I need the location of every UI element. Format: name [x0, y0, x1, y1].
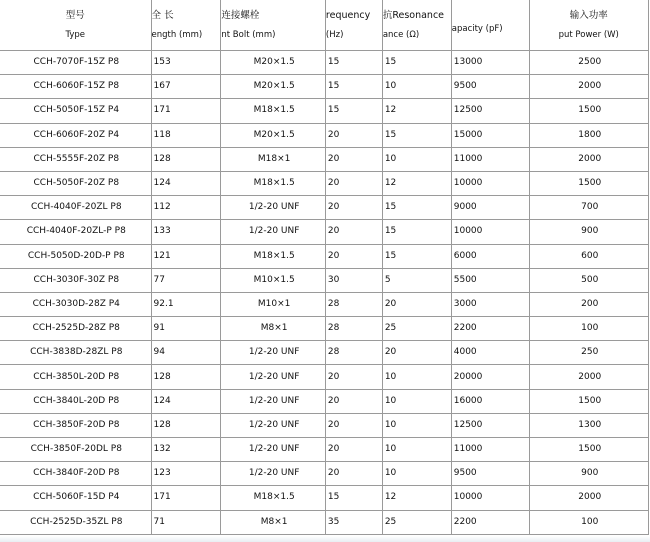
cell-length: 128	[151, 413, 221, 437]
cell-resonance: 20	[382, 341, 451, 365]
cell-resonance: 15	[382, 123, 451, 147]
cell-bolt: M20×1.5	[221, 75, 326, 99]
cell-resonance: 25	[382, 510, 451, 534]
cell-frequency: 20	[325, 220, 382, 244]
cell-length: 167	[151, 75, 221, 99]
header-type	[0, 0, 151, 51]
cell-bolt: 1/2-20 UNF	[221, 413, 326, 437]
cell-capacity: 12500	[451, 99, 529, 123]
cell-bolt: M18×1.5	[221, 244, 326, 268]
cell-type: CCH-3850L-20D P8	[0, 365, 151, 389]
cell-resonance: 15	[382, 244, 451, 268]
cell-resonance: 12	[382, 99, 451, 123]
cell-resonance: 10	[382, 413, 451, 437]
cell-capacity: 4000	[451, 341, 529, 365]
cell-power: 200	[529, 292, 649, 316]
table-row	[0, 123, 649, 147]
table-row	[0, 196, 649, 220]
cell-capacity: 10000	[451, 486, 529, 510]
cell-length: 77	[151, 268, 221, 292]
cell-type: CCH-4040F-20ZL P8	[0, 196, 151, 220]
table-row	[0, 220, 649, 244]
table-row	[0, 292, 649, 316]
cell-power: 1300	[529, 413, 649, 437]
cell-capacity: 2200	[451, 317, 529, 341]
table-row	[0, 51, 649, 75]
cell-bolt: M18×1.5	[221, 171, 326, 195]
cell-bolt: 1/2-20 UNF	[221, 196, 326, 220]
cell-bolt: M18×1	[221, 147, 326, 171]
cell-length: 132	[151, 438, 221, 462]
cell-capacity: 13000	[451, 51, 529, 75]
header-resonance-cn: 抗Resonance	[382, 9, 445, 21]
cell-power: 2000	[529, 147, 649, 171]
cell-capacity: 11000	[451, 147, 529, 171]
cell-capacity: 9000	[451, 196, 529, 220]
cell-resonance: 15	[382, 220, 451, 244]
cell-bolt: M20×1.5	[221, 123, 326, 147]
cell-type: CCH-2525D-28Z P8	[0, 317, 151, 341]
cell-type: CCH-3840F-20D P8	[0, 462, 151, 486]
cell-capacity: 16000	[451, 389, 529, 413]
cell-resonance: 10	[382, 75, 451, 99]
cell-bolt: M18×1.5	[221, 486, 326, 510]
cell-capacity: 9500	[451, 462, 529, 486]
cell-type: CCH-5050F-20Z P8	[0, 171, 151, 195]
cell-length: 171	[151, 486, 221, 510]
cell-length: 128	[151, 365, 221, 389]
header-power-en: put Power (W)	[558, 29, 619, 40]
table-row	[0, 389, 649, 413]
cell-bolt: M10×1.5	[221, 268, 326, 292]
cell-length: 153	[151, 51, 221, 75]
cell-length: 112	[151, 196, 221, 220]
cell-type: CCH-5555F-20Z P8	[0, 147, 151, 171]
cell-bolt: 1/2-20 UNF	[221, 462, 326, 486]
cell-length: 94	[151, 341, 221, 365]
table-row	[0, 413, 649, 437]
cell-capacity: 10000	[451, 220, 529, 244]
table-row	[0, 486, 649, 510]
header-length-en: ength (mm)	[151, 29, 203, 40]
table-header	[0, 0, 649, 51]
cell-capacity: 3000	[451, 292, 529, 316]
cell-power: 1500	[529, 171, 649, 195]
cell-frequency: 20	[325, 196, 382, 220]
cell-frequency: 30	[325, 268, 382, 292]
cell-frequency: 28	[325, 292, 382, 316]
cell-capacity: 20000	[451, 365, 529, 389]
table-row	[0, 244, 649, 268]
cell-type: CCH-2525D-35ZL P8	[0, 510, 151, 534]
cell-resonance: 20	[382, 292, 451, 316]
table-row	[0, 438, 649, 462]
cell-capacity: 5500	[451, 268, 529, 292]
header-resonance-en: ance (Ω)	[382, 29, 420, 40]
cell-bolt: M20×1.5	[221, 51, 326, 75]
cell-frequency: 20	[325, 413, 382, 437]
table-row	[0, 341, 649, 365]
header-frequency-en: (Hz)	[325, 29, 344, 40]
header-type-cn: 型号	[65, 9, 85, 21]
cell-type: CCH-3030F-30Z P8	[0, 268, 151, 292]
cell-capacity: 6000	[451, 244, 529, 268]
table-body	[0, 51, 649, 535]
cell-resonance: 12	[382, 171, 451, 195]
cell-bolt: M8×1	[221, 317, 326, 341]
cell-frequency: 20	[325, 147, 382, 171]
header-capacity-en: apacity (pF)	[451, 24, 503, 34]
cell-type: CCH-5050F-15Z P4	[0, 99, 151, 123]
cell-power: 1800	[529, 123, 649, 147]
table-row	[0, 268, 649, 292]
header-frequency-cn: requency	[325, 9, 371, 21]
cell-bolt: 1/2-20 UNF	[221, 389, 326, 413]
header-type-en: Type	[65, 29, 86, 40]
table-row	[0, 510, 649, 534]
cell-frequency: 15	[325, 486, 382, 510]
cell-frequency: 20	[325, 462, 382, 486]
cell-power: 2000	[529, 486, 649, 510]
cell-type: CCH-3030D-28Z P4	[0, 292, 151, 316]
cell-capacity: 15000	[451, 123, 529, 147]
cell-resonance: 10	[382, 147, 451, 171]
cell-length: 118	[151, 123, 221, 147]
cell-length: 71	[151, 510, 221, 534]
header-length	[151, 0, 221, 51]
cell-frequency: 20	[325, 438, 382, 462]
cell-length: 171	[151, 99, 221, 123]
cell-type: CCH-3850F-20D P8	[0, 413, 151, 437]
table-row	[0, 99, 649, 123]
cell-capacity: 11000	[451, 438, 529, 462]
header-length-cn: 全 长	[151, 9, 174, 21]
cell-frequency: 20	[325, 365, 382, 389]
header-power	[529, 0, 649, 51]
cell-length: 124	[151, 389, 221, 413]
cell-frequency: 20	[325, 123, 382, 147]
cell-type: CCH-6060F-20Z P4	[0, 123, 151, 147]
cell-type: CCH-5050D-20D-P P8	[0, 244, 151, 268]
cell-resonance: 10	[382, 438, 451, 462]
cell-capacity: 2200	[451, 510, 529, 534]
cell-power: 1500	[529, 438, 649, 462]
table-row	[0, 365, 649, 389]
header-capacity	[451, 0, 529, 51]
cell-capacity: 10000	[451, 171, 529, 195]
cell-bolt: M8×1	[221, 510, 326, 534]
header-resonance	[382, 0, 451, 51]
cell-length: 92.1	[151, 292, 221, 316]
cell-resonance: 10	[382, 365, 451, 389]
cell-power: 1500	[529, 99, 649, 123]
cell-bolt: 1/2-20 UNF	[221, 341, 326, 365]
cell-frequency: 15	[325, 51, 382, 75]
cell-frequency: 35	[325, 510, 382, 534]
header-row	[0, 0, 649, 51]
cell-frequency: 15	[325, 99, 382, 123]
cell-length: 133	[151, 220, 221, 244]
cell-length: 121	[151, 244, 221, 268]
table-row	[0, 462, 649, 486]
table-row	[0, 317, 649, 341]
cell-power: 1500	[529, 389, 649, 413]
cell-power: 100	[529, 510, 649, 534]
cell-resonance: 10	[382, 389, 451, 413]
cell-type: CCH-4040F-20ZL-P P8	[0, 220, 151, 244]
header-frequency	[325, 0, 382, 51]
cell-bolt: 1/2-20 UNF	[221, 438, 326, 462]
cell-power: 2000	[529, 365, 649, 389]
header-bolt-en: nt Bolt (mm)	[221, 29, 276, 40]
cell-frequency: 28	[325, 341, 382, 365]
cell-bolt: M18×1.5	[221, 99, 326, 123]
cell-power: 100	[529, 317, 649, 341]
header-bolt-cn: 连接螺栓	[221, 9, 260, 21]
cell-capacity: 12500	[451, 413, 529, 437]
cell-type: CCH-7070F-15Z P8	[0, 51, 151, 75]
cell-resonance: 10	[382, 462, 451, 486]
cell-length: 128	[151, 147, 221, 171]
cell-power: 900	[529, 462, 649, 486]
header-bolt	[221, 0, 326, 51]
cell-power: 250	[529, 341, 649, 365]
cell-power: 900	[529, 220, 649, 244]
cell-power: 2500	[529, 51, 649, 75]
cell-frequency: 20	[325, 244, 382, 268]
cell-power: 700	[529, 196, 649, 220]
table-row	[0, 75, 649, 99]
cell-resonance: 15	[382, 196, 451, 220]
cell-frequency: 15	[325, 75, 382, 99]
cell-resonance: 15	[382, 51, 451, 75]
cell-power: 2000	[529, 75, 649, 99]
cell-capacity: 9500	[451, 75, 529, 99]
cell-type: CCH-6060F-15Z P8	[0, 75, 151, 99]
cell-bolt: 1/2-20 UNF	[221, 365, 326, 389]
cell-resonance: 12	[382, 486, 451, 510]
cell-frequency: 20	[325, 171, 382, 195]
cell-bolt: M10×1	[221, 292, 326, 316]
cell-power: 500	[529, 268, 649, 292]
cell-type: CCH-3838D-28ZL P8	[0, 341, 151, 365]
bottom-fade	[0, 536, 650, 542]
cell-type: CCH-5060F-15D P4	[0, 486, 151, 510]
cell-frequency: 20	[325, 389, 382, 413]
table-row	[0, 171, 649, 195]
cell-type: CCH-3850F-20DL P8	[0, 438, 151, 462]
cell-resonance: 5	[382, 268, 451, 292]
cell-frequency: 28	[325, 317, 382, 341]
cell-resonance: 25	[382, 317, 451, 341]
cell-power: 600	[529, 244, 649, 268]
cell-length: 123	[151, 462, 221, 486]
cell-type: CCH-3840L-20D P8	[0, 389, 151, 413]
header-power-cn: 输入功率	[569, 9, 608, 21]
cell-length: 124	[151, 171, 221, 195]
table-row	[0, 147, 649, 171]
cell-length: 91	[151, 317, 221, 341]
cell-bolt: 1/2-20 UNF	[221, 220, 326, 244]
